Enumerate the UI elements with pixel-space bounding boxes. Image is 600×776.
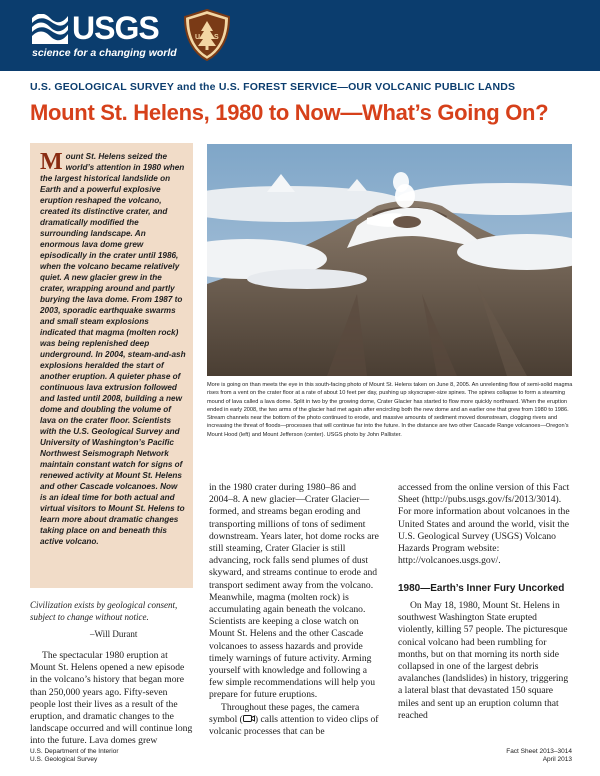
middle-paragraph-2	[209, 702, 381, 739]
camera-sentence-start: Throughout these pages, the camera symbol (	[209, 701, 360, 725]
usgs-logo[interactable]	[28, 8, 176, 64]
camera-sentence-end: ) calls attention to video clips of volcanic processes that can be	[209, 713, 379, 738]
forest-service-shield-icon[interactable]	[184, 9, 230, 61]
usgs-tagline: science for a changing world	[32, 47, 177, 59]
photo-caption: More is going on than meets the eye in this south-facing photo of Mount St. Helens taken on June 8, 2005. An unrelenting flow of semi-solid magma rises from a vent on the crater floor at a rate of about 10 feet per day, pushing up skyscraper-size spines. The spines collapse to form a steaming mound of lava called a lava dome. Split in two by the growing dome, Crater Glacier has started to flow more quickly northward. When the eruption ended in early 2008, the two arms of the glacier had met again after encircling both the new dome and an earlier one that grew from 1980 to 1986. Stream channels near the bottom of the photo continued to erode, and massive amounts of sediment moved downstream, clogging rivers and increasing the threat of floods—processes that will continue far into the future. In the distance are two other Cascade Range volcanoes—Oregon’s Mount Hood (left) and Mount Jefferson (center). USGS photo by John Pallister.	[207, 382, 573, 438]
page-title: Mount St. Helens, 1980 to Now—What’s Going On?	[30, 100, 549, 125]
right-paragraph-2: On May 18, 1980, Mount St. Helens in southwest Washington State erupted violently, killing 57 people. The picturesque conical volcano had been rumbling for months, but on that morning its north side collapsed in one of the largest debris avalanches (landslides) in history, triggering a lateral blast that devastated 150 square miles and sent up an eruption column that reached	[398, 599, 569, 721]
footer-date: April 2013	[542, 756, 572, 763]
shield-letter-s: S	[214, 34, 219, 41]
intro-body: ount St. Helens seized the world’s attention in 1980 when the largest historical landslide on Earth and a powerful explosive eruption reshaped the volcano, created its distinctive crater, and dramatically modified the surrounding landscape. An enormous lava dome grew episodically in the crater until 1986, when the volcano became relatively quiet. A new glacier grew in the crater, wrapping around and partly burying the lava dome. From 1987 to 2003, sporadic earthquake swarms and small steam explosions indicated that magma (molten rock) was being replenished deep underground. In 2004, steam-and-ash explosions heralded the start of another eruption. A quieter phase of continuous lava extrusion followed and lasted until 2008, building a new dome and doubling the volume of lava on the crater floor. Scientists with the U.S. Geological Survey and University of Washington’s Pacific Northwest Seismograph Network maintain constant watch for signs of renewed activity at Mount St. Helens and other Cascade volcanoes. Now is an ideal time for both actual and virtual visitors to Mount St. Helens to learn more about dramatic changes taking place on and beneath this active volcano.	[40, 152, 186, 546]
agency-line: U.S. GEOLOGICAL SURVEY and the U.S. FOREST SERVICE—OUR VOLCANIC PUBLIC LANDS	[30, 81, 516, 93]
footer-fact-sheet: Fact Sheet 2013–3014	[506, 748, 572, 755]
section-heading: 1980—Earth’s Inner Fury Uncorked	[398, 583, 565, 595]
usgs-wordmark: USGS	[72, 10, 159, 46]
footer-agency-name: U.S. Geological Survey	[30, 756, 98, 763]
right-paragraph-1: accessed from the online version of this Fact Sheet (http://pubs.usgs.gov/fs/2013/3014). For more information about volcanoes in the United States and around the world, visit the U.S. Geological Survey (USGS) Volcano Hazards Program website: http://volcanoes.usgs.gov/.	[398, 482, 570, 567]
volcano-photo-illustration	[207, 144, 572, 376]
epigraph-attribution: –Will Durant	[90, 629, 138, 639]
footer-series	[506, 748, 572, 764]
shield-letter-u: U	[195, 34, 201, 41]
mount-st-helens-photo	[207, 144, 572, 376]
middle-paragraph-1: in the 1980 crater during 1980–86 and 2004–8. A new glacier—Crater Glacier—formed, and streams began eroding and transporting millions of tons of sediment downstream. Years later, hot dome rocks are still steaming, Crater Glacier is still advancing, rock falls send plumes of dust skyward, and streams continue to erode and transport sediment away from the volcano. Meanwhile, magma (molten rock) is accumulating again beneath the volcano. Scientists are keeping a close watch on Mount St. Helens and the other Cascade volcanoes to assess hazards and provide timely warnings of future activity. Arming yourself with knowledge and following a few simple recommendations will help you prepare for future eruptions.	[209, 482, 379, 701]
intro-dropcap: M	[40, 149, 63, 175]
epigraph-quote: Civilization exists by geological consent, subject to change without notice.	[30, 600, 178, 622]
header-band	[0, 0, 600, 71]
footer-dept: U.S. Department of the Interior	[30, 748, 119, 755]
intro-text	[40, 151, 186, 547]
middle-column	[209, 482, 381, 738]
intro-box	[30, 143, 193, 588]
footer-agency	[30, 748, 119, 764]
video-camera-icon	[243, 714, 255, 723]
left-column-body: The spectacular 1980 eruption at Mount St. Helens opened a new episode in the volcano’s history that began more than 250,000 years ago. Fifty-seven people lost their lives as a result of the eruption, and dramatic changes to the landscape occurred and will continue long into the future. Lava domes grew	[30, 650, 193, 747]
usgs-wave-icon	[32, 14, 68, 44]
right-column	[398, 482, 574, 722]
